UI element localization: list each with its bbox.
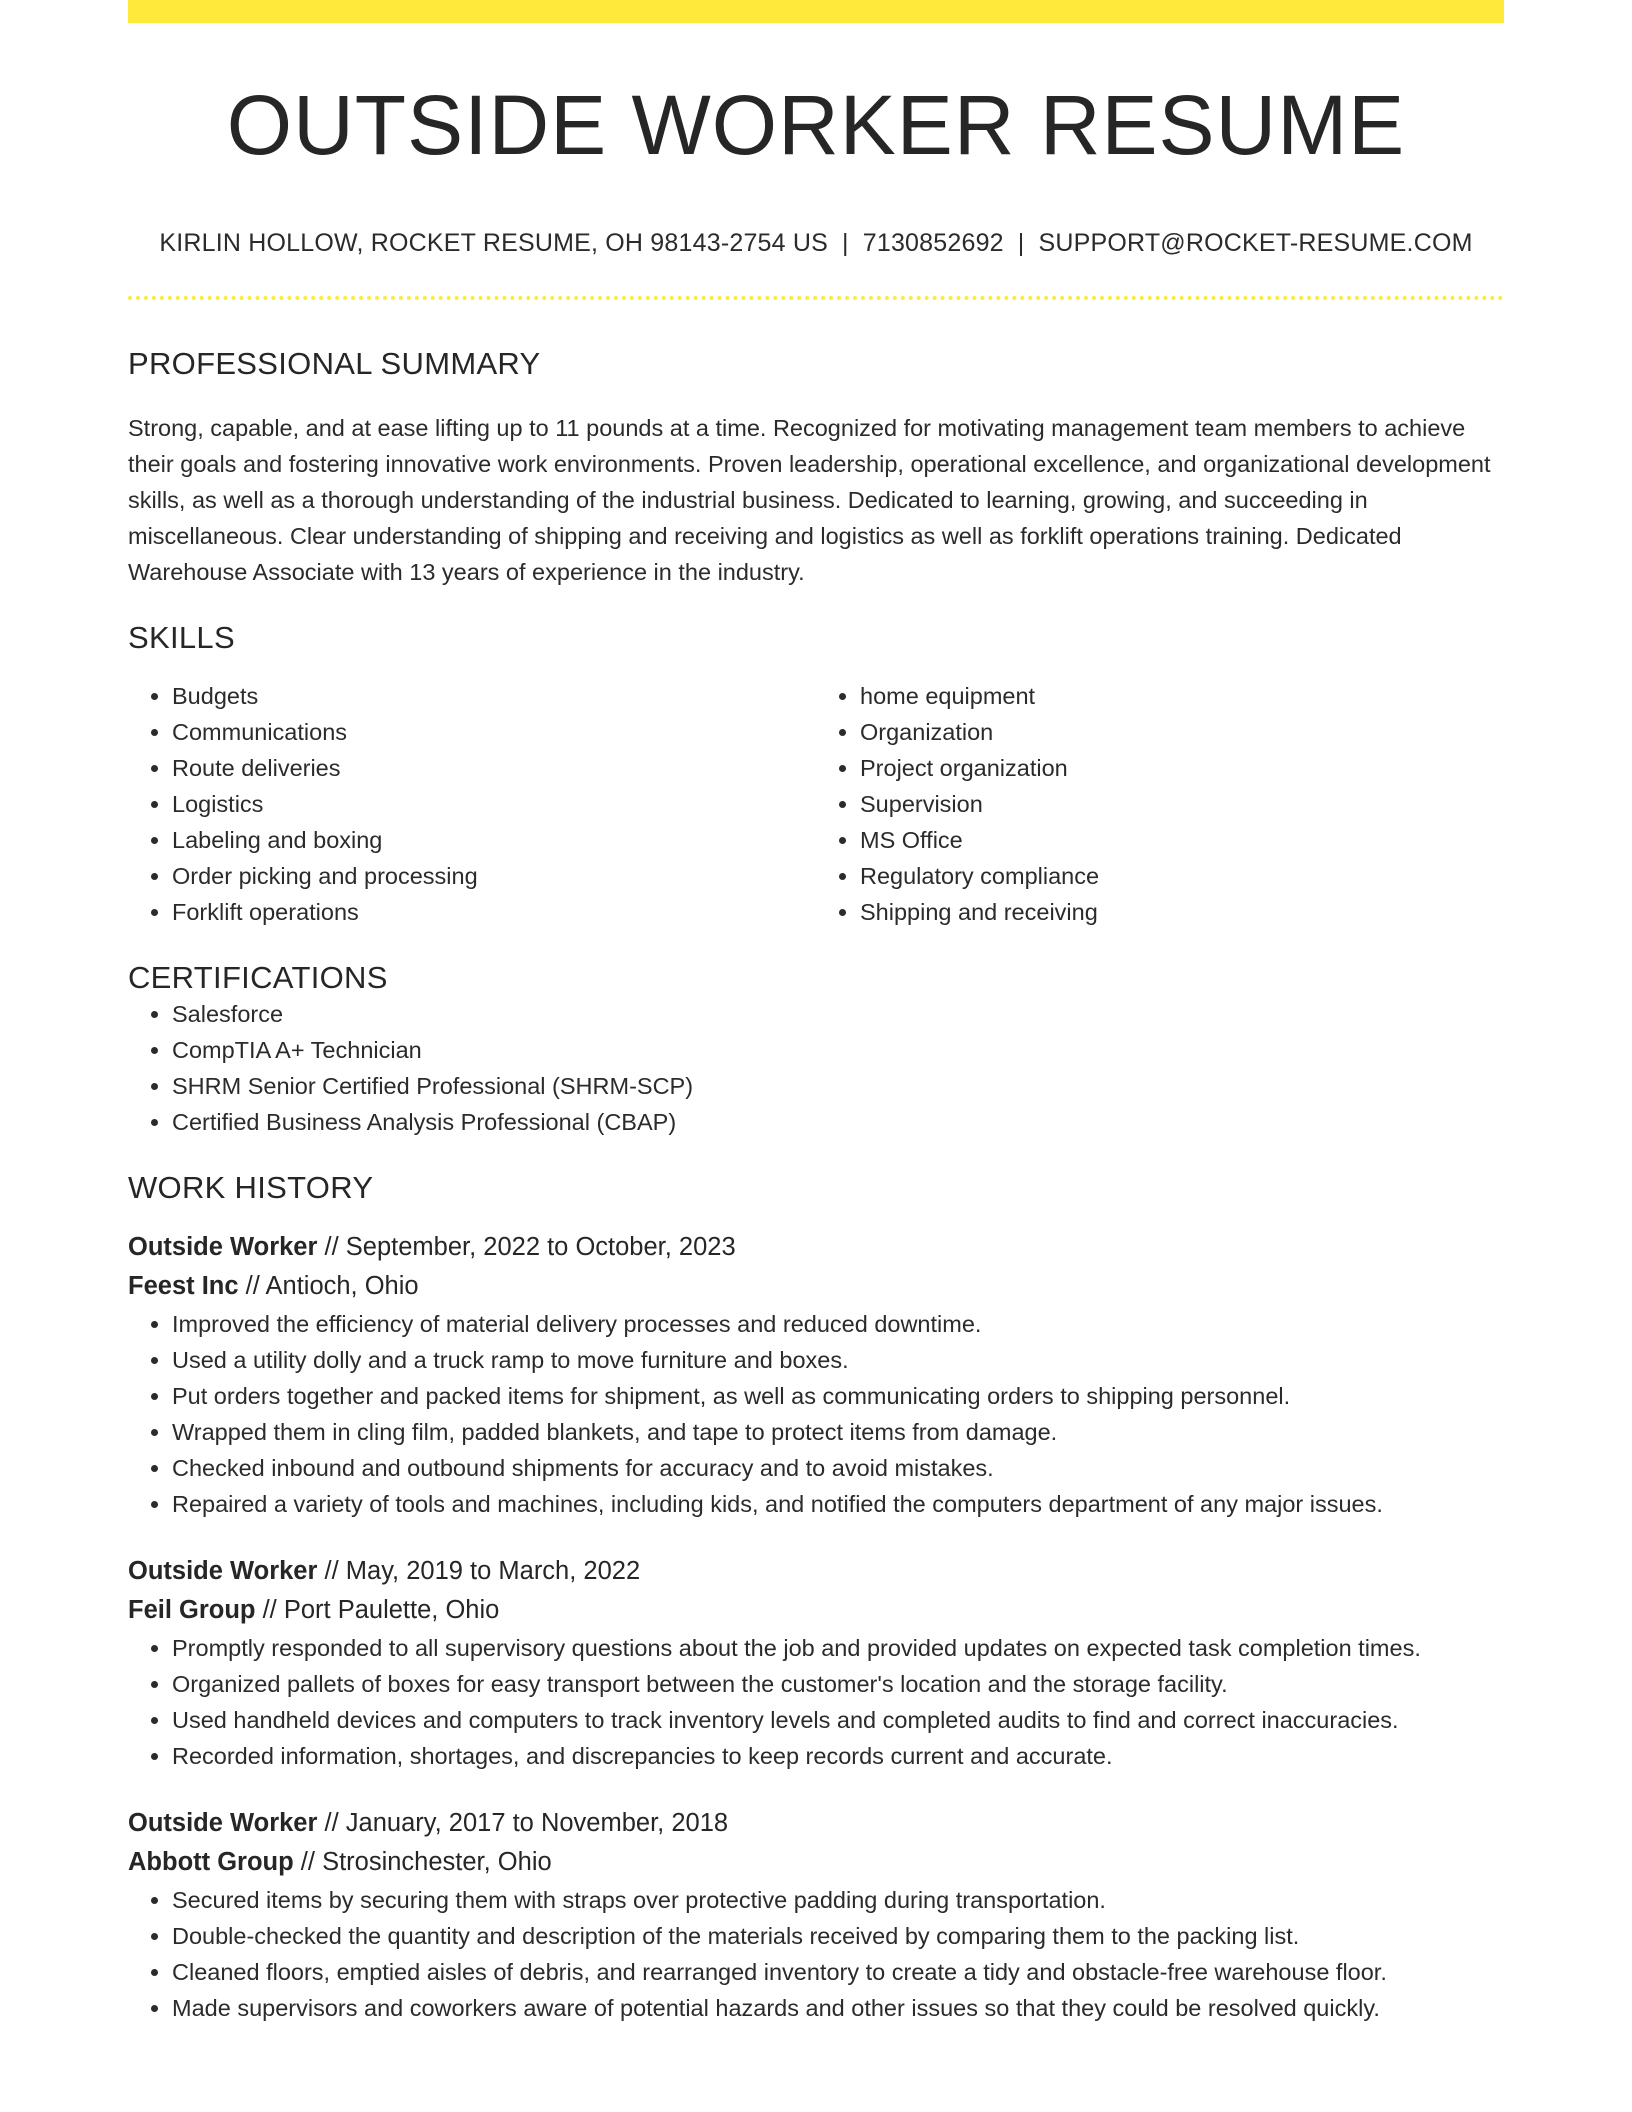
list-item: • Double-checked the quantity and description of the materials received by comparing them to the packing list. bbox=[172, 1918, 1504, 1954]
list-item: • Secured items by securing them with straps over protective padding during transportation. bbox=[172, 1882, 1504, 1918]
job-entry bbox=[128, 1804, 1504, 2026]
job-entry bbox=[128, 1552, 1504, 1774]
job-dates: January, 2017 to November, 2018 bbox=[345, 1809, 729, 1837]
list-item: • home equipment bbox=[860, 678, 1504, 714]
list-item: • SHRM Senior Certified Professional (SHRM-SCP) bbox=[172, 1068, 1504, 1104]
list-item: • Promptly responded to all supervisory questions about the job and provided updates on expected task completion times. bbox=[172, 1630, 1504, 1666]
dotted-divider bbox=[128, 296, 1504, 300]
list-item: • Salesforce bbox=[172, 996, 1504, 1032]
job-entry bbox=[128, 1228, 1504, 1522]
skills-grid bbox=[128, 678, 1504, 930]
job-location: Port Paulette, Ohio bbox=[283, 1596, 500, 1624]
contact-separator: | bbox=[842, 229, 849, 257]
job-dates: May, 2019 to March, 2022 bbox=[345, 1557, 641, 1585]
job-company-line bbox=[128, 1267, 1504, 1306]
divider: // bbox=[300, 1848, 315, 1876]
list-item: • Logistics bbox=[172, 786, 816, 822]
work-history-list bbox=[128, 1228, 1504, 2026]
list-item: • Organized pallets of boxes for easy transport between the customer's location and the storage facility. bbox=[172, 1666, 1504, 1702]
work-history-heading: WORK HISTORY bbox=[128, 1170, 374, 1205]
list-item: • Organization bbox=[860, 714, 1504, 750]
job-location: Antioch, Ohio bbox=[265, 1272, 419, 1300]
divider: // bbox=[262, 1596, 277, 1624]
list-item: • CompTIA A+ Technician bbox=[172, 1032, 1504, 1068]
skills-heading: SKILLS bbox=[128, 620, 235, 655]
list-item: • Wrapped them in cling film, padded blankets, and tape to protect items from damage. bbox=[172, 1414, 1504, 1450]
list-item: • MS Office bbox=[860, 822, 1504, 858]
contact-phone: 7130852692 bbox=[862, 229, 1004, 257]
resume-page bbox=[128, 0, 1504, 2026]
list-item: • Cleaned floors, emptied aisles of debris, and rearranged inventory to create a tidy and obstacle-free warehouse floor. bbox=[172, 1954, 1504, 1990]
list-item: • Improved the efficiency of material delivery processes and reduced downtime. bbox=[172, 1306, 1504, 1342]
contact-address: KIRLIN HOLLOW, ROCKET RESUME, OH 98143-2754 US bbox=[159, 229, 829, 257]
contact-email: SUPPORT@ROCKET-RESUME.COM bbox=[1038, 229, 1473, 257]
company-name: Feest Inc bbox=[128, 1272, 239, 1300]
list-item: • Project organization bbox=[860, 750, 1504, 786]
certifications-list bbox=[128, 996, 1504, 1140]
job-bullets bbox=[128, 1882, 1504, 2026]
list-item: • Labeling and boxing bbox=[172, 822, 816, 858]
certifications-heading: CERTIFICATIONS bbox=[128, 960, 388, 995]
list-item: • Checked inbound and outbound shipments for accuracy and to avoid mistakes. bbox=[172, 1450, 1504, 1486]
list-item: • Budgets bbox=[172, 678, 816, 714]
summary-text: Strong, capable, and at ease lifting up to 11 pounds at a time. Recognized for motivating management team members to achieve their goals and fostering innovative work environments. Proven leadership, operational excellence, and organizational development skills, as well as a thorough understanding of the industrial business. Dedicated to learning, growing, and succeeding in miscellaneous. Clear understanding of shipping and receiving and logistics as well as forklift operations training. Dedicated Warehouse Associate with 13 years of experience in the industry. bbox=[128, 415, 1491, 585]
skills-right-list bbox=[816, 678, 1504, 930]
skills-left-list bbox=[128, 678, 816, 930]
job-bullets bbox=[128, 1630, 1504, 1774]
job-title-line bbox=[128, 1228, 1504, 1267]
list-item: • Shipping and receiving bbox=[860, 894, 1504, 930]
divider: // bbox=[245, 1272, 260, 1300]
list-item: • Repaired a variety of tools and machines, including kids, and notified the computers department of any major issues. bbox=[172, 1486, 1504, 1522]
job-company-line bbox=[128, 1591, 1504, 1630]
list-item: • Supervision bbox=[860, 786, 1504, 822]
list-item: • Made supervisors and coworkers aware of potential hazards and other issues so that they could be resolved quickly. bbox=[172, 1990, 1504, 2026]
list-item: • Certified Business Analysis Professional (CBAP) bbox=[172, 1104, 1504, 1140]
resume-title: OUTSIDE WORKER RESUME bbox=[226, 78, 1406, 172]
divider: // bbox=[324, 1233, 339, 1261]
list-item: • Recorded information, shortages, and discrepancies to keep records current and accurate. bbox=[172, 1738, 1504, 1774]
top-accent-bar bbox=[128, 0, 1504, 23]
list-item: • Route deliveries bbox=[172, 750, 816, 786]
job-title-line bbox=[128, 1552, 1504, 1591]
job-bullets bbox=[128, 1306, 1504, 1522]
job-company-line bbox=[128, 1843, 1504, 1882]
company-name: Feil Group bbox=[128, 1596, 256, 1624]
job-title: Outside Worker bbox=[128, 1557, 318, 1585]
list-item: • Communications bbox=[172, 714, 816, 750]
list-item: • Regulatory compliance bbox=[860, 858, 1504, 894]
job-title: Outside Worker bbox=[128, 1809, 318, 1837]
contact-separator: | bbox=[1017, 229, 1025, 257]
list-item: • Used handheld devices and computers to track inventory levels and completed audits to find and correct inaccuracies. bbox=[172, 1702, 1504, 1738]
summary-heading: PROFESSIONAL SUMMARY bbox=[128, 346, 541, 381]
list-item: • Forklift operations bbox=[172, 894, 816, 930]
list-item: • Put orders together and packed items for shipment, as well as communicating orders to shipping personnel. bbox=[172, 1378, 1504, 1414]
list-item: • Order picking and processing bbox=[172, 858, 816, 894]
divider: // bbox=[324, 1809, 339, 1837]
job-title: Outside Worker bbox=[128, 1233, 318, 1261]
job-dates: September, 2022 to October, 2023 bbox=[345, 1233, 736, 1261]
company-name: Abbott Group bbox=[128, 1848, 294, 1876]
divider: // bbox=[324, 1557, 339, 1585]
list-item: • Used a utility dolly and a truck ramp to move furniture and boxes. bbox=[172, 1342, 1504, 1378]
contact-line bbox=[128, 229, 1504, 258]
job-location: Strosinchester, Ohio bbox=[322, 1848, 552, 1876]
job-title-line bbox=[128, 1804, 1504, 1843]
